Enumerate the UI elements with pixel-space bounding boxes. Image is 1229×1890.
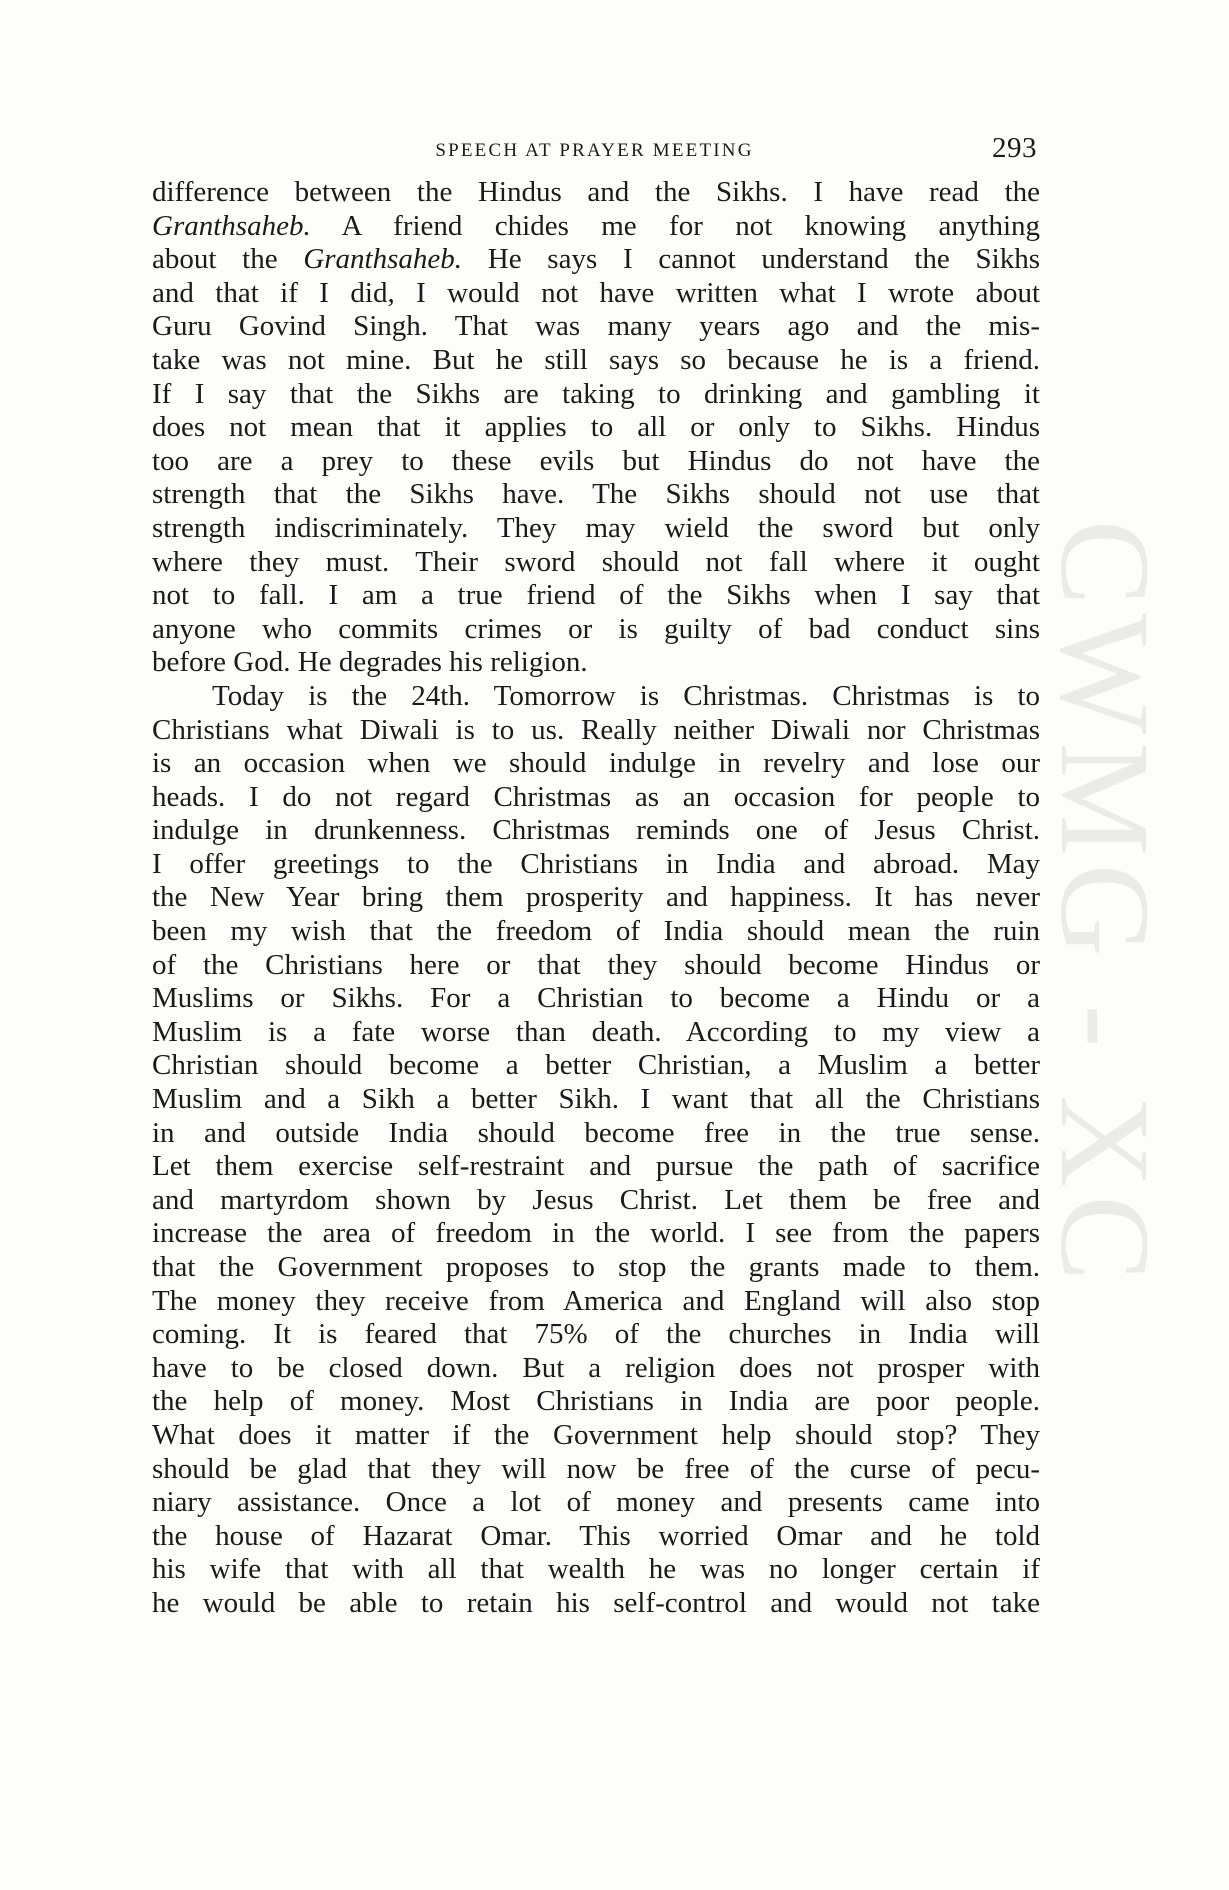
text-line: his wife that with all that wealth he was no longer certain if	[152, 1553, 1040, 1586]
text-line: take was not mine. But he still says so because he is a friend.	[152, 343, 1040, 376]
text-line: been my wish that the freedom of India should mean the ruin	[152, 915, 1040, 948]
text-line: Muslim and a Sikh a better Sikh. I want that all the Christians	[152, 1083, 1040, 1116]
text-line: indulge in drunkenness. Christmas reminds one of Jesus Christ.	[152, 814, 1040, 847]
text-line: and that if I did, I would not have written what I wrote about	[152, 276, 1040, 309]
running-title: SPEECH AT PRAYER MEETING	[435, 140, 754, 161]
text-line: is an occasion when we should indulge in revelry and lose our	[152, 747, 1040, 780]
text-line: the New Year bring them prosperity and happiness. It has never	[152, 881, 1040, 914]
text-line: Today is the 24th. Tomorrow is Christmas. Christmas is to	[212, 679, 1040, 712]
text-line: Muslims or Sikhs. For a Christian to become a Hindu or a	[152, 982, 1040, 1015]
text-line: he would be able to retain his self-control and would not take	[152, 1586, 1040, 1619]
text-line: the house of Hazarat Omar. This worried Omar and he told	[152, 1519, 1040, 1552]
text-line: strength that the Sikhs have. The Sikhs should not use that	[152, 478, 1040, 511]
running-head	[152, 132, 1037, 170]
paragraph	[152, 176, 1040, 680]
text-line: before God. He degrades his religion.	[152, 646, 588, 679]
watermark: CWMG - XC	[1034, 520, 1176, 1289]
text-line: does not mean that it applies to all or only to Sikhs. Hindus	[152, 411, 1040, 444]
text-line: niary assistance. Once a lot of money and presents came into	[152, 1486, 1040, 1519]
text-line-rest: A friend chides me for not knowing anything	[310, 209, 1040, 242]
text-line-start: about the	[152, 243, 304, 276]
text-line: I offer greetings to the Christians in India and abroad. May	[152, 847, 1040, 880]
text-line: Let them exercise self-restraint and pursue the path of sacrifice	[152, 1150, 1040, 1183]
text-line: difference between the Hindus and the Sikhs. I have read the	[152, 176, 1040, 208]
text-line: Muslim is a fate worse than death. According to my view a	[152, 1015, 1040, 1048]
text-line: have to be closed down. But a religion does not prosper with	[152, 1351, 1040, 1384]
page-number: 293	[992, 132, 1037, 164]
body-text	[152, 176, 1040, 1621]
text-line: Guru Govind Singh. That was many years ago and the mis-	[152, 310, 1040, 343]
text-line: heads. I do not regard Christmas as an occasion for people to	[152, 780, 1040, 813]
text-line: strength indiscriminately. They may wield the sword but only	[152, 511, 1040, 544]
text-line: should be glad that they will now be free of the curse of pecu-	[152, 1452, 1040, 1485]
book-title: Granthsaheb.	[152, 209, 311, 242]
text-line: that the Government proposes to stop the grants made to them.	[152, 1251, 1040, 1283]
text-line-italic-start	[152, 210, 1040, 244]
text-line: The money they receive from America and England will also stop	[152, 1284, 1040, 1317]
paragraph	[152, 680, 1040, 1621]
text-line: What does it matter if the Government help should stop? They	[152, 1418, 1040, 1451]
text-line-italic-mid	[152, 243, 1040, 277]
text-line: coming. It is feared that 75% of the churches in India will	[152, 1318, 1040, 1351]
book-title: Granthsaheb.	[303, 243, 463, 276]
text-line: Christians what Diwali is to us. Really neither Diwali nor Christmas	[152, 713, 1040, 746]
text-line: too are a prey to these evils but Hindus do not have the	[152, 444, 1040, 477]
text-line: anyone who commits crimes or is guilty of bad conduct sins	[152, 612, 1040, 645]
text-line: the help of money. Most Christians in India are poor people.	[152, 1385, 1040, 1418]
text-line: of the Christians here or that they should become Hindus or	[152, 948, 1040, 981]
text-line: Christian should become a better Christian, a Muslim a better	[152, 1049, 1040, 1082]
text-line: If I say that the Sikhs are taking to drinking and gambling it	[152, 377, 1040, 410]
text-line-rest: He says I cannot understand the Sikhs	[462, 243, 1041, 276]
text-line: in and outside India should become free in the true sense.	[152, 1116, 1040, 1149]
text-line: not to fall. I am a true friend of the Sikhs when I say that	[152, 579, 1040, 612]
text-line: and martyrdom shown by Jesus Christ. Let them be free and	[152, 1183, 1040, 1216]
text-line: where they must. Their sword should not fall where it ought	[152, 545, 1040, 578]
text-line: increase the area of freedom in the world. I see from the papers	[152, 1217, 1040, 1250]
